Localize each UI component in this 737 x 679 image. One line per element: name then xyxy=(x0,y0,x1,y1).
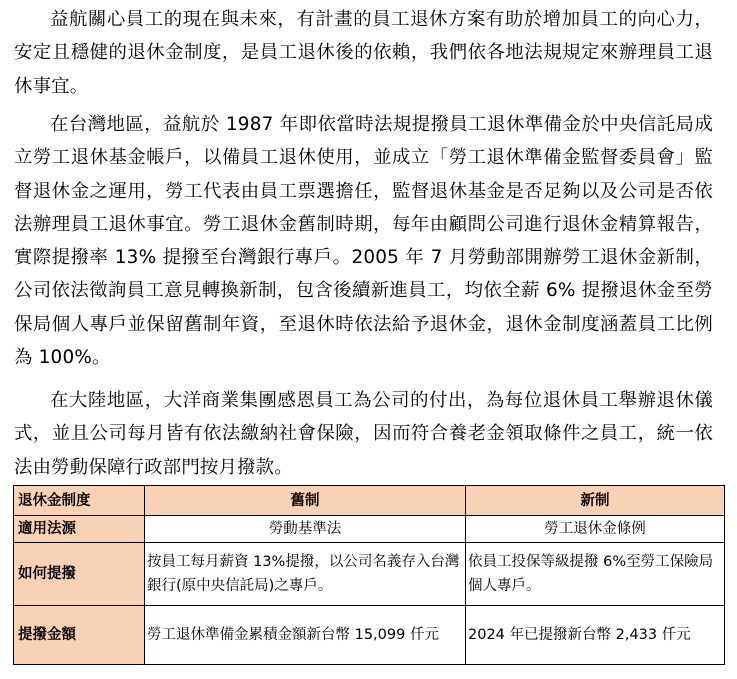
retirement-system-table xyxy=(13,485,725,665)
row-label-contribution-method: 如何提撥 xyxy=(14,543,145,606)
paragraph-mainland: 在大陸地區，大洋商業集團感恩員工為公司的付出，為每位退休員工舉辦退休儀式，並且公司每月皆有依法繳納社會保險，因而符合養老金領取條件之員工，統一依法由勞動保障行政部門按月撥款。 xyxy=(14,390,713,478)
cell-new-legal-basis: 勞工退休金條例 xyxy=(466,516,725,543)
cell-new-contribution-amount: 2024 年已提撥新台幣 2,433 仟元 xyxy=(466,606,725,665)
cell-old-contribution-amount: 勞工退休準備金累積金額新台幣 15,099 仟元 xyxy=(145,606,466,665)
paragraph-intro: 益航關心員工的現在與未來，有計畫的員工退休方案有助於增加員工的向心力，安定且穩健的退休金制度，是員工退休後的依賴，我們依各地法規規定來辦理員工退休事宜。 xyxy=(14,9,713,97)
row-label-contribution-amount: 提撥金額 xyxy=(14,606,145,665)
table-row xyxy=(14,543,725,606)
cell-old-legal-basis: 勞動基準法 xyxy=(145,516,466,543)
cell-new-contribution-method: 依員工投保等級提撥 6%至勞工保險局個人專戶。 xyxy=(466,543,725,606)
header-new-system: 新制 xyxy=(466,486,725,516)
row-label-legal-basis: 適用法源 xyxy=(14,516,145,543)
paragraph-taiwan: 在台灣地區，益航於 1987 年即依當時法規提撥員工退休準備金於中央信託局成立勞工退休基金帳戶，以備員工退休使用，並成立「勞工退休準備金監督委員會」監督退休金之運用，勞工代表由員工票選擔任，監督退休基金是否足夠以及公司是否依法辦理員工退休事宜。勞工退休金舊制時期，每年由顧問公司進行退休金精算報告，實際提撥率 13% 提撥至台灣銀行專戶。2005 年 7 月勞動部開辦勞工退休金新制，公司依法徵詢員工意見轉換新制，包含後續新進員工，均依全薪 6% 提撥退休金至勞保局個人專戶並保留舊制年資，至退休時依法給予退休金，退休金制度涵蓋員工比例為 100%。 xyxy=(14,114,713,369)
header-old-system: 舊制 xyxy=(145,486,466,516)
table-row xyxy=(14,516,725,543)
cell-old-contribution-method: 按員工每月薪資 13%提撥，以公司名義存入台灣銀行(原中央信託局)之專戶。 xyxy=(145,543,466,606)
header-label-cell: 退休金制度 xyxy=(14,486,145,516)
table-row xyxy=(14,606,725,665)
table-header-row xyxy=(14,486,725,516)
